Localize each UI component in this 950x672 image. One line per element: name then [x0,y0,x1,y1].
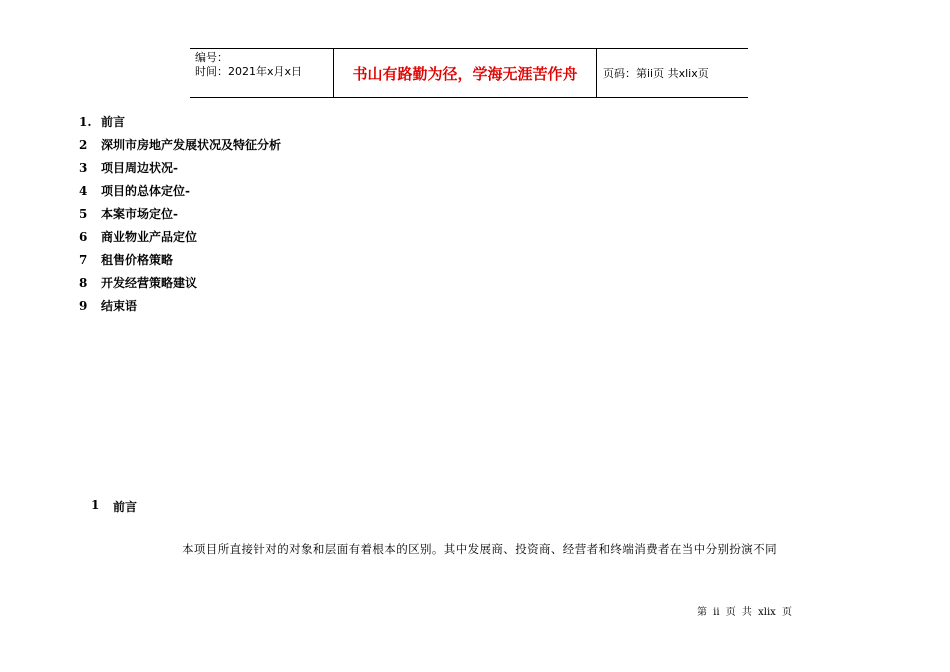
toc-title: 项目周边状况- [101,161,178,175]
toc-number: 2 [79,137,88,152]
toc-title: 本案市场定位- [101,207,178,221]
page-footer: 第 ii 页 共 xlix 页 [697,607,792,618]
page-header [190,48,748,98]
toc-number: 4 [79,183,88,198]
toc-item[interactable] [79,156,281,179]
section-heading [91,498,137,515]
toc-item[interactable] [79,294,281,317]
section-title: 前言 [113,500,138,514]
toc-title: 深圳市房地产发展状况及特征分析 [101,138,282,152]
toc-title: 前言 [101,115,126,129]
header-page-number: 页码：第ii页 共xlix页 [603,67,709,80]
section-number: 1 [91,498,100,512]
toc-item[interactable] [79,202,281,225]
toc-number: 7 [79,252,88,267]
header-meta-cell [190,49,333,97]
header-motto-cell [333,49,597,97]
toc-title: 商业物业产品定位 [101,230,198,244]
toc-title: 项目的总体定位- [101,184,190,198]
toc-number: 6 [79,229,88,244]
toc-item[interactable] [79,248,281,271]
toc-title: 租售价格策略 [101,253,174,267]
toc-item[interactable] [79,271,281,294]
toc-number: 9 [79,298,88,313]
toc-title: 开发经营策略建议 [101,276,198,290]
toc-number: 5 [79,206,88,221]
toc-item[interactable] [79,133,281,156]
table-of-contents [79,110,281,317]
document-time-label: 时间：2021年x月x日 [195,65,303,78]
toc-item[interactable] [79,179,281,202]
toc-item[interactable] [79,110,281,133]
header-motto: 书山有路勤为径，学海无涯苦作舟 [352,64,578,83]
document-code-label: 编号： [195,51,228,64]
toc-number: 3 [79,160,88,175]
toc-number: 8 [79,275,88,290]
body-paragraph: 本项目所直接针对的对象和层面有着根本的区别。其中发展商、投资商、经营者和终端消费者在当中分别扮演不同 [182,542,777,556]
toc-number: 1. [79,114,92,129]
toc-item[interactable] [79,225,281,248]
toc-title: 结束语 [101,299,138,313]
header-page-cell [597,49,748,97]
